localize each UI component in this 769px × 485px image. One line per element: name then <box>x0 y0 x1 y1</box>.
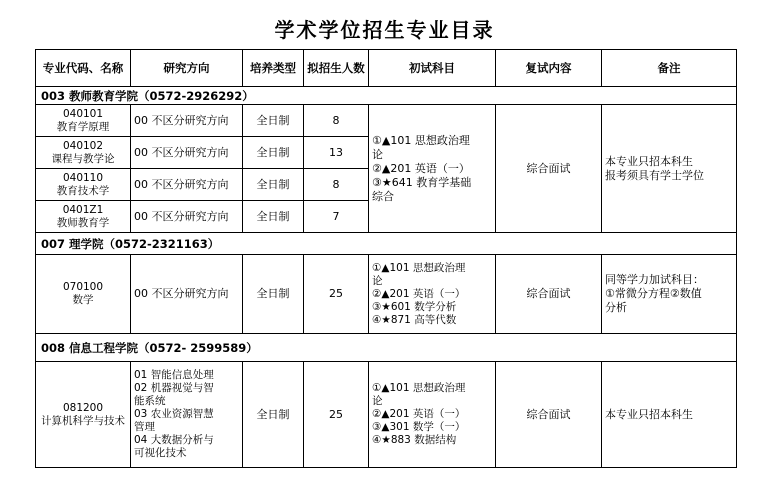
college-name: 007 理学院（0572-2321163） <box>36 233 737 255</box>
exam-line: ①▲101 思想政治理 <box>372 261 466 274</box>
program-code: 070100 <box>62 281 104 293</box>
exam-line: ③★601 数学分析 <box>372 300 457 313</box>
college-name: 003 教师教育学院（0572-2926292） <box>36 87 737 105</box>
program-name: 教育技术学 <box>56 184 110 197</box>
quota-cell: 7 <box>304 201 369 233</box>
header-note: 备注 <box>602 50 737 87</box>
retest-cell: 综合面试 <box>496 105 602 233</box>
program-name: 教育学原理 <box>56 120 110 133</box>
note-cell <box>602 105 737 233</box>
college-row <box>36 87 737 105</box>
header-code: 专业代码、名称 <box>36 50 131 87</box>
note-cell <box>602 255 737 334</box>
direction-cell: 00 不区分研究方向 <box>131 105 243 137</box>
program-name: 教师教育学 <box>56 216 110 229</box>
note-line: 同等学力加试科目： <box>605 273 704 286</box>
exam-line: 论 <box>372 274 383 287</box>
direction-line: 03 农业资源智慧 <box>134 408 214 420</box>
exam-line: ①▲101 思想政治理 <box>372 133 470 147</box>
exam-line: 综合 <box>372 189 394 203</box>
exam-line: ②▲201 英语（一） <box>372 161 470 175</box>
table-row <box>36 105 737 137</box>
program-cell <box>36 169 131 201</box>
program-name: 计算机科学与技术 <box>41 414 125 427</box>
header-exam: 初试科目 <box>369 50 496 87</box>
type-cell: 全日制 <box>243 105 304 137</box>
table-row <box>36 255 737 334</box>
quota-cell: 25 <box>304 362 369 468</box>
exam-line: ①▲101 思想政治理 <box>372 382 466 394</box>
direction-cell: 00 不区分研究方向 <box>131 255 243 334</box>
exam-line: ④★883 数据结构 <box>372 434 457 446</box>
direction-line: 04 大数据分析与 <box>134 434 214 446</box>
note-cell <box>602 362 737 468</box>
exam-line: ②▲201 英语（一） <box>372 287 466 300</box>
program-code: 040102 <box>62 139 104 152</box>
exam-line: ③▲301 数学（一） <box>372 421 466 433</box>
note-line: 本专业只招本科生 <box>605 407 693 421</box>
quota-cell: 8 <box>304 105 369 137</box>
page-title: 学术学位招生专业目录 <box>274 18 495 42</box>
retest-cell: 综合面试 <box>496 362 602 468</box>
college-row <box>36 233 737 255</box>
note-line: 分析 <box>605 301 627 314</box>
catalog-table <box>35 49 737 468</box>
table-row <box>36 362 737 468</box>
program-cell <box>36 201 131 233</box>
header-direction: 研究方向 <box>131 50 243 87</box>
type-cell: 全日制 <box>243 362 304 468</box>
quota-cell: 8 <box>304 169 369 201</box>
note-line: ①常微分方程②数值 <box>605 287 702 300</box>
note-line: 报考须具有学士学位 <box>605 168 704 182</box>
program-name: 课程与教学论 <box>51 152 115 165</box>
exam-cell <box>369 362 496 468</box>
direction-cell: 00 不区分研究方向 <box>131 201 243 233</box>
direction-line: 管理 <box>134 421 155 433</box>
program-code: 040110 <box>62 171 104 184</box>
program-cell <box>36 255 131 334</box>
program-name: 数学 <box>72 294 94 306</box>
retest-cell: 综合面试 <box>496 255 602 334</box>
direction-cell: 00 不区分研究方向 <box>131 169 243 201</box>
direction-line: 能系统 <box>134 395 166 407</box>
exam-line: ③★641 教育学基础 <box>372 175 472 189</box>
header-retest: 复试内容 <box>496 50 602 87</box>
exam-line: 论 <box>372 395 383 407</box>
program-code: 040101 <box>62 107 104 120</box>
direction-line: 01 智能信息处理 <box>134 369 214 381</box>
program-code: 081200 <box>62 401 104 414</box>
college-row <box>36 334 737 362</box>
header-quota: 拟招生人数 <box>304 50 369 87</box>
college-name: 008 信息工程学院（0572- 2599589） <box>36 334 737 362</box>
program-code: 0401Z1 <box>62 203 104 216</box>
direction-line: 02 机器视觉与智 <box>134 382 214 394</box>
program-cell <box>36 362 131 468</box>
header-type: 培养类型 <box>243 50 304 87</box>
type-cell: 全日制 <box>243 169 304 201</box>
exam-line: 论 <box>372 147 383 161</box>
direction-cell <box>131 362 243 468</box>
program-cell <box>36 105 131 137</box>
header-row <box>36 50 737 87</box>
program-cell <box>36 137 131 169</box>
exam-cell <box>369 255 496 334</box>
exam-cell <box>369 105 496 233</box>
exam-line: ④★871 高等代数 <box>372 313 457 326</box>
type-cell: 全日制 <box>243 255 304 334</box>
type-cell: 全日制 <box>243 201 304 233</box>
direction-line: 可视化技术 <box>134 447 187 459</box>
quota-cell: 13 <box>304 137 369 169</box>
exam-line: ②▲201 英语（一） <box>372 408 466 420</box>
type-cell: 全日制 <box>243 137 304 169</box>
note-line: 本专业只招本科生 <box>605 154 693 168</box>
direction-cell: 00 不区分研究方向 <box>131 137 243 169</box>
quota-cell: 25 <box>304 255 369 334</box>
